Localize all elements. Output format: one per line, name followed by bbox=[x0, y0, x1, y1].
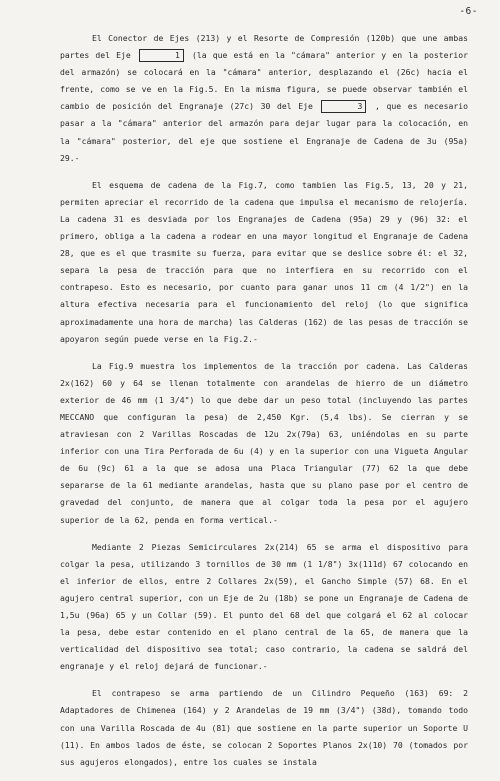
paragraph bbox=[60, 30, 468, 167]
paragraph bbox=[60, 358, 468, 529]
paragraph-text: (la que está en la "cámara" anterior y en la posterior del armazón) se colocará en la "cámara" anterior, desplazando el (26c) hacia el frente, como se ve en la Fig.5. En la misma figura, se puede observar también el cambio de posición del Engranaje (27c) 30 del Eje bbox=[60, 50, 469, 112]
page-number: -6- bbox=[459, 6, 478, 17]
boxed-axis-number: 1 bbox=[139, 49, 184, 62]
paragraph bbox=[60, 539, 468, 676]
paragraph-text: El Conector de Ejes (213) y el Resorte de Compresión (120b) que une ambas partes del Eje bbox=[60, 33, 468, 61]
paragraph-text: El esquema de cadena de la Fig.7, como tambien las Fig.5, 13, 20 y 21, permiten apreciar el recorrido de la cadena que impulsa el mecanismo de relojería. La cadena 31 es desviada por los Engranajes de Cadena (95a) 29 y (96) 32: el primero, obliga a la cadena a rodear en una mayor longitud el Engranaje de Cadena 28, que es el que trasmite su fuerza, para evitar que se deslice sobre él: el 32, separa la pesa de tracción para que no interfiera en su recorrido con el contrapeso. Esto es necesario, por cuanto para ganar unos 11 cm (4 1/2") en la altura efectiva necesaria para el funcionamiento del reloj (lo que significa aproximadamente una hora de marcha) las Calderas (162) de las pesas de tracción se apoyaron según puede verse en la Fig.2.- bbox=[60, 179, 468, 344]
paragraph-text: La Fig.9 muestra los implementos de la tracción por cadena. Las Calderas 2x(162) 60 y 64 se llenan totalmente con arandelas de hierro de un diámetro exterior de 46 mm (1 3/4") lo que debe dar un peso total (incluyendo las partes MECCANO que configuran la pesa) de 2,450 Kgr. (5,4 lbs). Se cierran y se atraviesan con 2 Varillas Roscadas de 12u 2x(79a) 63, uniéndolas en su parte inferior con una Tira Perforada de 6u (4) y en la superior con una Vigueta Angular de 6u (9c) 61 a la que se adosa una Placa Triangular (77) 62 la que debe separarse de la 61 mediante arandelas, hasta que su plano pase por el centro de gravedad del conjunto, de manera que al colgar toda la pesa por el agujero superior de la 62, penda en forma vertical.- bbox=[60, 360, 468, 525]
paragraph-text: El contrapeso se arma partiendo de un Cilindro Pequeño (163) 69: 2 Adaptadores de Chimenea (164) y 2 Arandelas de 19 mm (3/4") (38d), tomando todo con una Varilla Roscada de 4u (81) que sostiene en la parte superior un Soporte U (11). En ambos lados de éste, se colocan 2 Soportes Planos 2x(10) 70 (tomados por sus agujeros elongados), entre los cuales se instala bbox=[60, 688, 468, 767]
paragraph bbox=[60, 177, 468, 348]
boxed-axis-number: 3 bbox=[321, 100, 366, 113]
paragraph-text: Mediante 2 Piezas Semicirculares 2x(214) 65 se arma el dispositivo para colgar la pesa, utilizando 3 tornillos de 30 mm (1 1/8") 3x(111d) 67 colocando en el inferior de ellos, entre 2 Collares 2x(59), el Gancho Simple (57) 68. En el agujero central superior, con un Eje de 2u (18b) se pone un Engranaje de Cadena de 1,5u (96a) 65 y un Collar (59). El punto del 68 del que colgará el 62 al colocar la pesa, debe estar contenido en el plano central de la 65, de manera que la verticalidad del dispositivo sea total; caso contrario, la cadena se saldrá del engranaje y el reloj dejará de funcionar.- bbox=[60, 541, 468, 672]
paragraph bbox=[60, 685, 468, 770]
paragraph-text: , que es necesario pasar a la "cámara" anterior del armazón para dejar lugar para la colocación, en la "cámara" posterior, del eje que sostiene el Engranaje de Cadena de 3u (95a) 29.- bbox=[60, 101, 468, 163]
document-body bbox=[60, 30, 468, 781]
